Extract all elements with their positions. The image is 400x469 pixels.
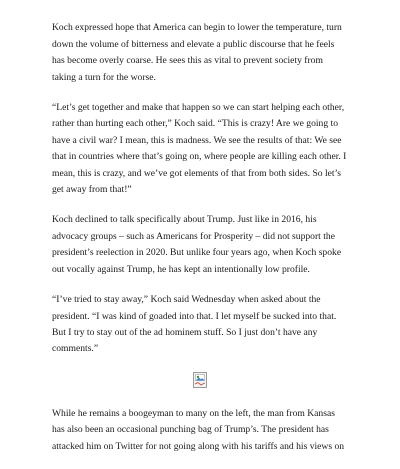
article-paragraph: “Let’s get together and make that happen so we can start helping each other, rather than hurting each other,” Koch said. “This is crazy! Are we going to have a civil war? I mean, this is madness. We see the results of that: We see that in countries where that’s going on, where people are killing each other. I mean, this is crazy, and we’ve got elements of that from both sides. So let’s get away from that!” [52,102,347,196]
article-image-container [52,372,348,394]
article-paragraph: Koch expressed hope that America can begin to lower the temperature, turn down the volume of bitterness and elevate a public discourse that he feels has become overly coarse. He sees this as vital to prevent society from taking a turn for the worse. [52,22,342,83]
article-paragraph: While he remains a boogeyman to many on the left, the man from Kansas has also been an occasional punching bag of Trump’s. The president has attacked him on Twitter for not going along with his tariffs and his views on [52,407,345,452]
article-paragraph: “I’ve tried to stay away,” Koch said Wednesday when asked about the president. “I was kind of goaded into that. I let myself be sucked into that. But I try to stay out of the ad hominem stuff. So I just don’t have any comments.” [52,294,337,355]
article-paragraph [52,0,348,4]
broken-image-icon [193,372,207,388]
article-paragraph: Koch declined to talk specifically about Trump. Just like in 2016, his advocacy groups – such as Americans for Prosperity – did not support the president’s reelection in 2020. But unlike four years ago, when Koch spoke out vocally against Trump, he has kept an intentionally low profile. [52,214,342,275]
